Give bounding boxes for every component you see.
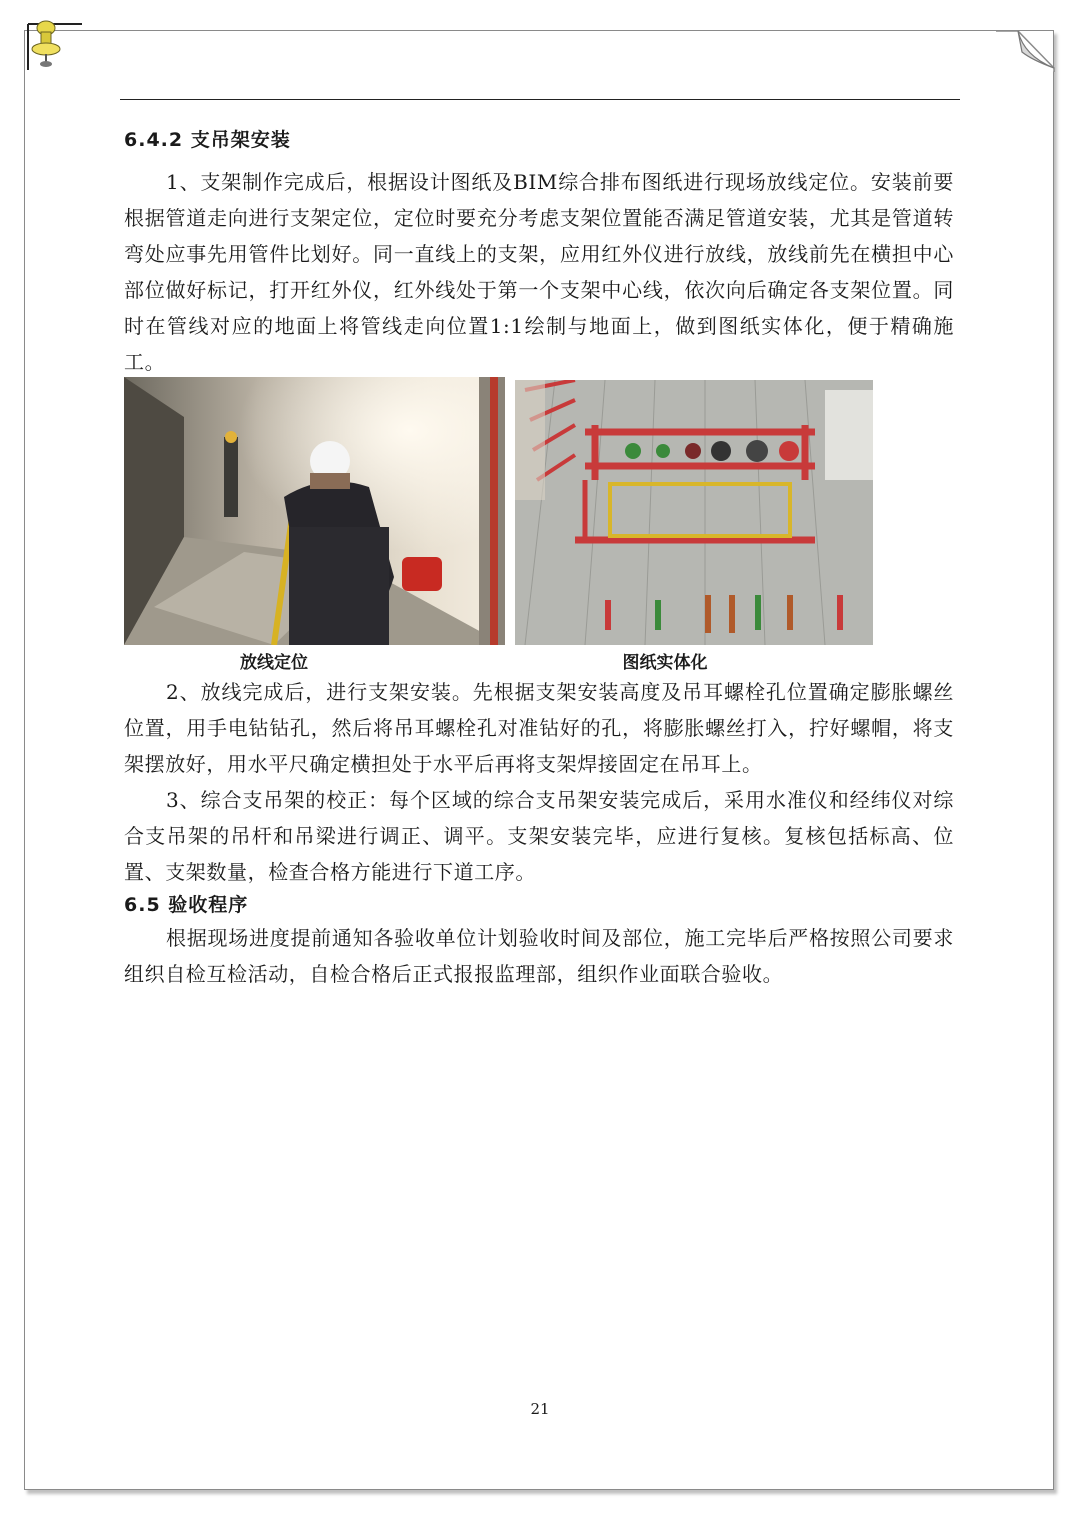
header-rule — [120, 99, 960, 100]
push-pin-icon — [24, 14, 84, 74]
paragraph-3: 3、综合支吊架的校正：每个区域的综合支吊架安装完成后，采用水准仪和经纬仪对综合支吊架的吊杆和吊梁进行调正、调平。支架安装完毕，应进行复核。复核包括标高、位置、支架数量，检查合格方能进行下道工序。 — [124, 788, 954, 884]
section-heading-65: 6.5 验收程序 — [124, 894, 249, 916]
page-curl-icon — [996, 30, 1056, 72]
paragraph-1: 1、支架制作完成后，根据设计图纸及BIM综合排布图纸进行现场放线定位。安装前要根据管道走向进行支架定位，定位时要充分考虑支架位置能否满足管道安装，尤其是管道转弯处应事先用管件比划好。同一直线上的支架，应用红外仪进行放线，放线前先在横担中心部位做好标记，打开红外仪，红外线处于第一个支架中心线，依次向后确定各支架位置。同时在管线对应的地面上将管线走向位置1:1绘制与地面上，做到图纸实体化，便于精确施工。 — [124, 170, 954, 374]
page-number: 21 — [530, 1400, 550, 1418]
photo-layout-positioning — [124, 377, 505, 645]
photo-drawing-on-floor — [515, 380, 873, 645]
caption-drawing-realised: 图纸实体化 — [622, 653, 708, 673]
paragraph-2: 2、放线完成后，进行支架安装。先根据支架安装高度及吊耳螺栓孔位置确定膨胀螺丝位置，用手电钻钻孔，然后将吊耳螺栓孔对准钻好的孔，将膨胀螺丝打入，拧好螺帽，将支架摆放好，用水平尺确定横担处于水平后再将支架焊接固定在吊耳上。 — [124, 680, 954, 776]
section-heading-642: 6.4.2 支吊架安装 — [124, 129, 291, 151]
caption-layout-positioning: 放线定位 — [240, 653, 308, 673]
paragraph-acceptance: 根据现场进度提前通知各验收单位计划验收时间及部位，施工完毕后严格按照公司要求组织自检互检活动，自检合格后正式报报监理部，组织作业面联合验收。 — [124, 926, 954, 986]
